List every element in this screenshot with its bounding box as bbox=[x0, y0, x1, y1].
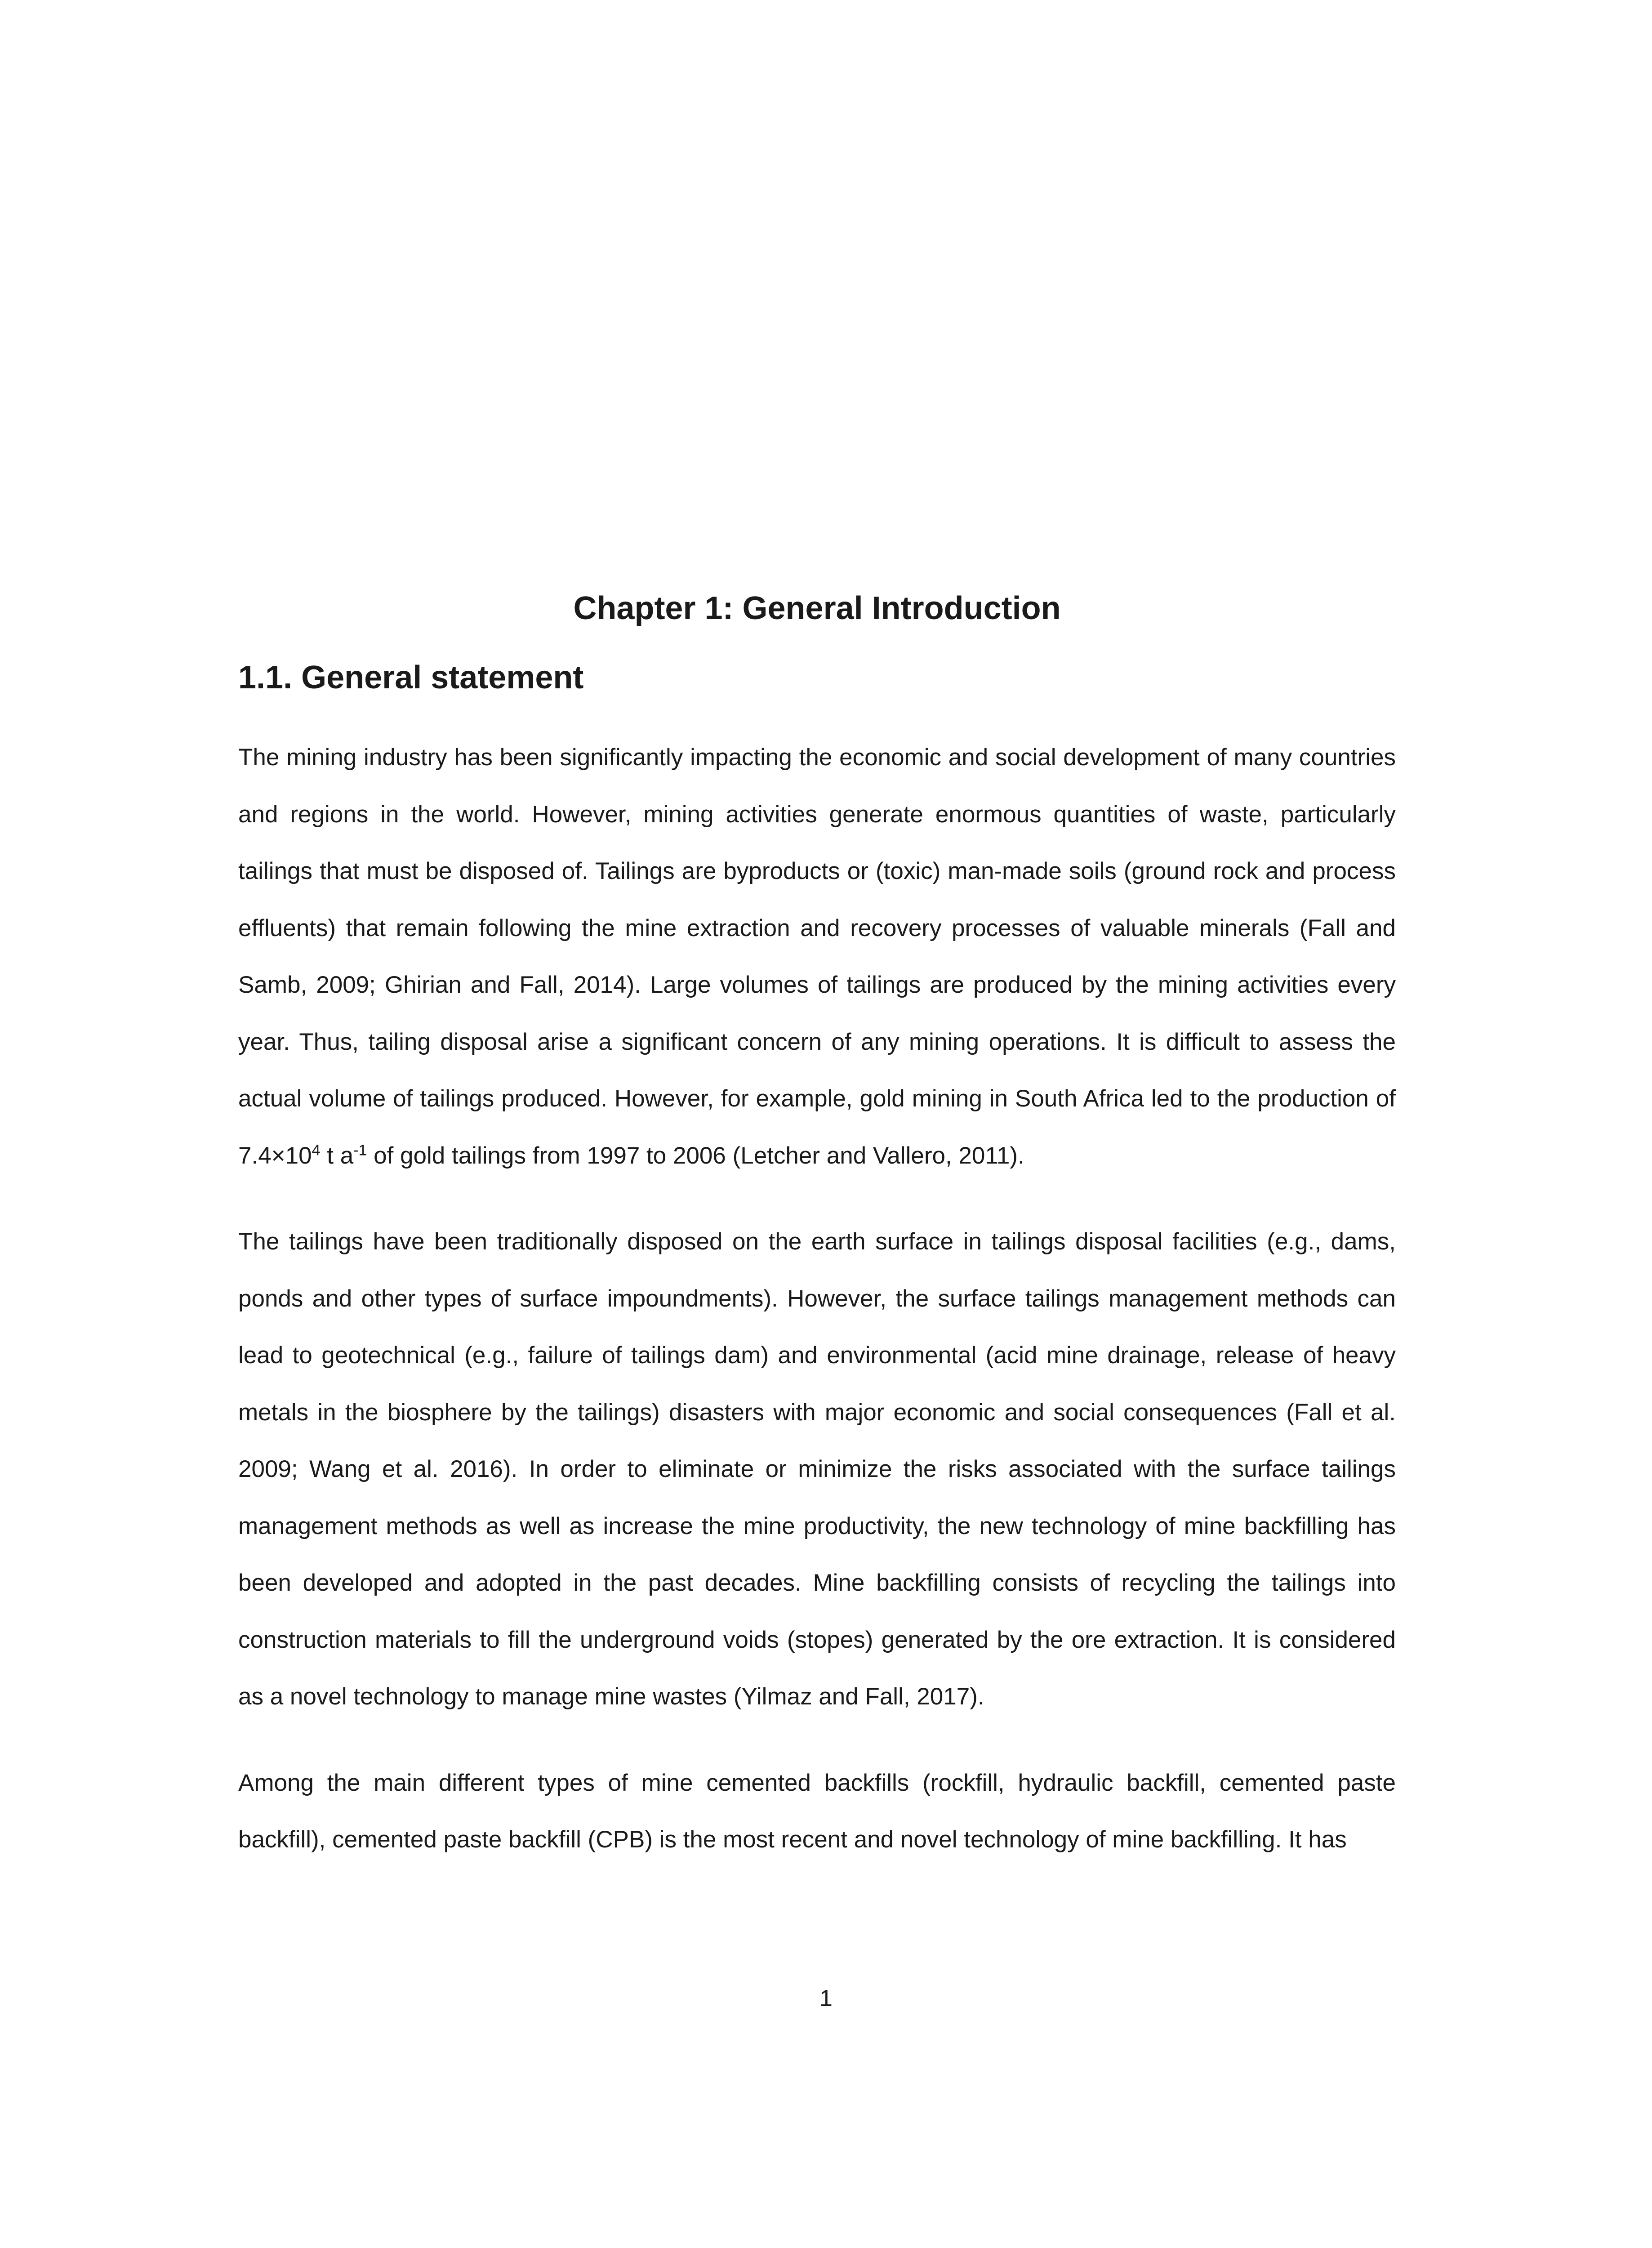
paragraph-2: The tailings have been traditionally disposed on the earth surface in tailings disposal facilities (e.g., dams, ponds and other types of surface impoundments). However, the surface tailings management methods can lead to geotechnical (e.g., failure of tailings dam) and environmental (acid mine drainage, release of heavy metals in the biosphere by the tailings) disasters with major economic and social consequences (Fall et al. 2009; Wang et al. 2016). In order to eliminate or minimize the risks associated with the surface tailings management methods as well as increase the mine productivity, the new technology of mine backfilling has been developed and adopted in the past decades. Mine backfilling consists of recycling the tailings into construction materials to fill the underground voids (stopes) generated by the ore extraction. It is considered as a novel technology to manage mine wastes (Yilmaz and Fall, 2017). bbox=[238, 1228, 1396, 1710]
superscript-per-annum: -1 bbox=[353, 1141, 367, 1159]
body-text bbox=[238, 729, 1396, 1869]
paragraph-1-text-c: of gold tailings from 1997 to 2006 (Letcher and Vallero, 2011). bbox=[367, 1142, 1024, 1169]
paragraph-1 bbox=[238, 729, 1396, 1184]
superscript-exponent: 4 bbox=[312, 1141, 321, 1159]
section-heading: 1.1. General statement bbox=[238, 660, 584, 696]
paragraph-1-text-b: t a bbox=[320, 1142, 354, 1169]
paragraph-3: Among the main different types of mine cemented backfills (rockfill, hydraulic backfill, cemented paste backfill), cemented paste backfill (CPB) is the most recent and novel technology of mine backfilling. It has bbox=[238, 1769, 1396, 1853]
page-number: 1 bbox=[819, 1985, 833, 2012]
chapter-title: Chapter 1: General Introduction bbox=[573, 590, 1061, 626]
paragraph-1-text-a: The mining industry has been significantly impacting the economic and social development of many countries and regions in the world. However, mining activities generate enormous quantities of waste, particularly tailings that must be disposed of. Tailings are byproducts or (toxic) man-made soils (ground rock and process effluents) that remain following the mine extraction and recovery processes of valuable minerals (Fall and Samb, 2009; Ghirian and Fall, 2014). Large volumes of tailings are produced by the mining activities every year. Thus, tailing disposal arise a significant concern of any mining operations. It is difficult to assess the actual volume of tailings produced. However, for example, gold mining in South Africa led to the production of 7.4×10 bbox=[238, 744, 1396, 1169]
